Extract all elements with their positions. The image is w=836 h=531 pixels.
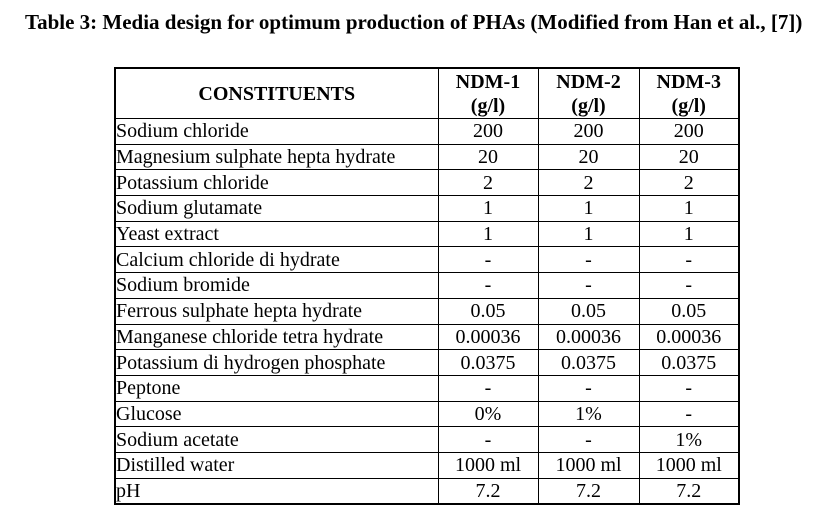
table-row — [115, 196, 739, 222]
table-row — [115, 324, 739, 350]
ndm1-value-cell: 0.00036 — [438, 324, 538, 350]
ndm3-value-cell: 20 — [639, 144, 739, 170]
table-row — [115, 247, 739, 273]
ndm1-value-cell: 1 — [438, 196, 538, 222]
header-ndm2-name: NDM-2 — [556, 70, 621, 93]
ndm2-value-cell: - — [538, 247, 639, 273]
ndm1-value-cell: 0.05 — [438, 298, 538, 324]
table-row — [115, 144, 739, 170]
header-ndm3-name: NDM-3 — [656, 70, 721, 93]
ndm2-value-cell: 20 — [538, 144, 639, 170]
ndm1-value-cell: 1 — [438, 221, 538, 247]
ndm1-value-cell: 2 — [438, 170, 538, 196]
constituent-cell: Sodium bromide — [115, 273, 438, 299]
ndm3-value-cell: 1% — [639, 427, 739, 453]
ndm3-value-cell: 7.2 — [639, 478, 739, 504]
constituent-cell: Sodium acetate — [115, 427, 438, 453]
header-ndm3 — [639, 68, 739, 119]
ndm3-value-cell: - — [639, 375, 739, 401]
table-caption: Table 3: Media design for optimum production of PHAs (Modified from Han et al., [7]) — [25, 10, 803, 34]
table-row — [115, 170, 739, 196]
table-row — [115, 298, 739, 324]
header-ndm3-unit: (g/l) — [671, 94, 706, 117]
constituent-cell: Manganese chloride tetra hydrate — [115, 324, 438, 350]
ndm2-value-cell: 1000 ml — [538, 452, 639, 478]
ndm1-value-cell: 1000 ml — [438, 452, 538, 478]
ndm1-value-cell: - — [438, 273, 538, 299]
table-row — [115, 401, 739, 427]
constituent-cell: Calcium chloride di hydrate — [115, 247, 438, 273]
ndm3-value-cell: 0.00036 — [639, 324, 739, 350]
ndm2-value-cell: 0.00036 — [538, 324, 639, 350]
header-ndm1-name: NDM-1 — [455, 70, 521, 93]
table-row — [115, 427, 739, 453]
table-row — [115, 350, 739, 376]
ndm2-value-cell: 1 — [538, 221, 639, 247]
table-body — [115, 119, 739, 505]
constituent-cell: Peptone — [115, 375, 438, 401]
header-ndm1 — [438, 68, 538, 119]
ndm2-value-cell: 7.2 — [538, 478, 639, 504]
ndm1-value-cell: 200 — [438, 119, 538, 145]
header-ndm2-unit: (g/l) — [571, 94, 606, 117]
ndm2-value-cell: 0.05 — [538, 298, 639, 324]
ndm2-value-cell: 1 — [538, 196, 639, 222]
ndm1-value-cell: 7.2 — [438, 478, 538, 504]
ndm1-value-cell: - — [438, 247, 538, 273]
ndm2-value-cell: 1% — [538, 401, 639, 427]
ndm3-value-cell: - — [639, 247, 739, 273]
table-row — [115, 452, 739, 478]
constituent-cell: Ferrous sulphate hepta hydrate — [115, 298, 438, 324]
ndm2-value-cell: 2 — [538, 170, 639, 196]
constituent-cell: Yeast extract — [115, 221, 438, 247]
ndm3-value-cell: 2 — [639, 170, 739, 196]
table-row — [115, 119, 739, 145]
header-constituents: CONSTITUENTS — [115, 68, 438, 119]
header-ndm1-unit: (g/l) — [470, 94, 506, 117]
constituent-cell: Potassium di hydrogen phosphate — [115, 350, 438, 376]
ndm3-value-cell: 0.05 — [639, 298, 739, 324]
ndm1-value-cell: 20 — [438, 144, 538, 170]
ndm3-value-cell: - — [639, 401, 739, 427]
ndm3-value-cell: - — [639, 273, 739, 299]
constituent-cell: Potassium chloride — [115, 170, 438, 196]
header-row — [115, 68, 739, 119]
ndm2-value-cell: - — [538, 273, 639, 299]
constituent-cell: Magnesium sulphate hepta hydrate — [115, 144, 438, 170]
constituent-cell: Sodium glutamate — [115, 196, 438, 222]
ndm3-value-cell: 1000 ml — [639, 452, 739, 478]
ndm3-value-cell: 1 — [639, 196, 739, 222]
ndm1-value-cell: 0% — [438, 401, 538, 427]
ndm2-value-cell: 0.0375 — [538, 350, 639, 376]
constituent-cell: pH — [115, 478, 438, 504]
ndm2-value-cell: 200 — [538, 119, 639, 145]
constituent-cell: Distilled water — [115, 452, 438, 478]
table-row — [115, 478, 739, 504]
ndm1-value-cell: - — [438, 427, 538, 453]
header-ndm2 — [538, 68, 639, 119]
ndm3-value-cell: 1 — [639, 221, 739, 247]
media-design-table — [114, 67, 740, 505]
ndm1-value-cell: 0.0375 — [438, 350, 538, 376]
table-row — [115, 273, 739, 299]
constituent-cell: Sodium chloride — [115, 119, 438, 145]
table-row — [115, 375, 739, 401]
ndm3-value-cell: 0.0375 — [639, 350, 739, 376]
ndm1-value-cell: - — [438, 375, 538, 401]
table-row — [115, 221, 739, 247]
ndm3-value-cell: 200 — [639, 119, 739, 145]
ndm2-value-cell: - — [538, 375, 639, 401]
constituent-cell: Glucose — [115, 401, 438, 427]
ndm2-value-cell: - — [538, 427, 639, 453]
